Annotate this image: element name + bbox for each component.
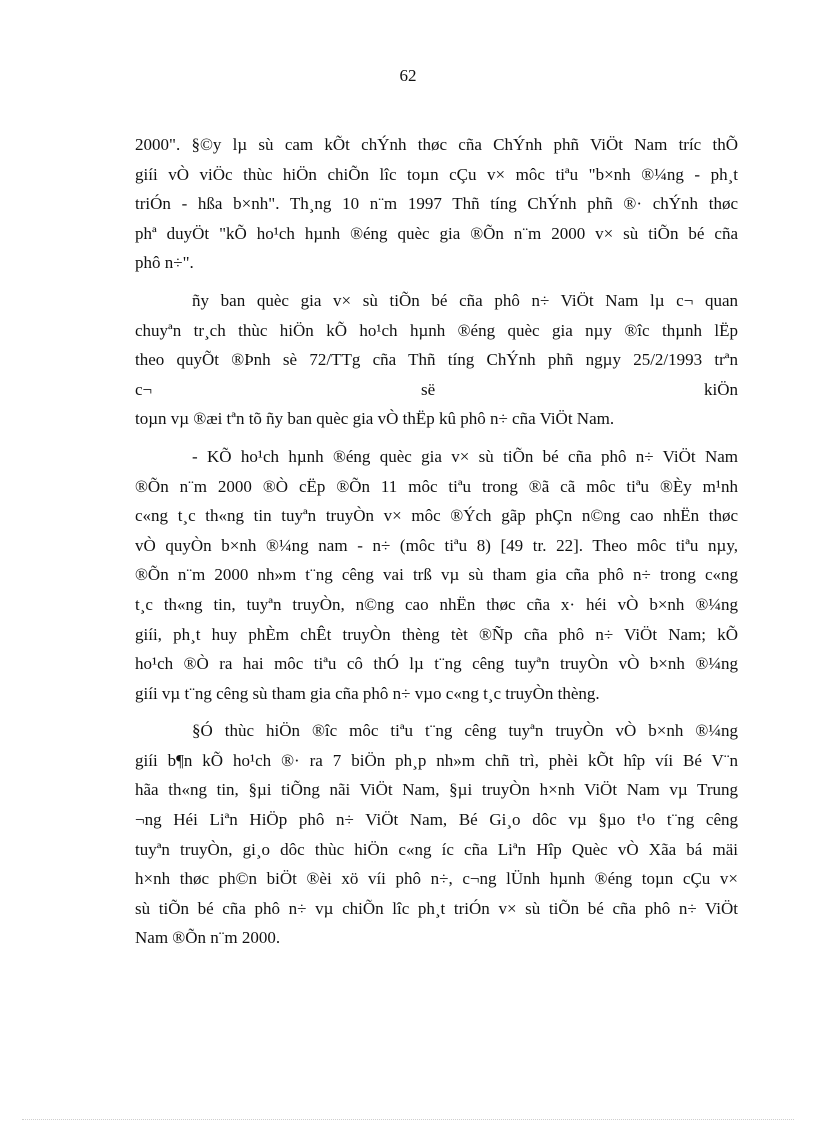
text-line: theo quyÕt ®Þnh sè 72/TTg cña Thñ tíng ChÝnh phñ ngµy 25/2/1993 trªn: [135, 350, 738, 370]
text-line: ®Õn n¨m 2000 nh»m t¨ng cêng vai trß vµ sù tham gia cña phô n÷ trong c«ng: [135, 565, 738, 585]
text-line: toµn vµ ®æi tªn tõ ñy ban quèc gia vÒ thËp kû phô n÷ cña ViÖt Nam.: [135, 409, 615, 429]
text-line: giíi b¶n kÕ ho¹ch ®· ra 7 biÖn ph¸p nh»m chñ trì, phèi kÕt hîp víi Bé V¨n: [135, 750, 738, 770]
text-line: ¬ng Héi Liªn HiÖp phô n÷ ViÖt Nam, Bé Gi¸o dôc vµ §µo t¹o t¨ng cêng: [135, 810, 738, 830]
text-line: tuyªn truyÒn, gi¸o dôc thùc hiÖn c«ng íc cña Liªn Hîp Quèc vÒ Xãa bá mäi: [135, 839, 738, 859]
paragraph: [135, 442, 738, 708]
text-line: phª duyÖt "kÕ ho¹ch hµnh ®éng quèc gia ®Õn n¨m 2000 v× sù tiÕn bé cña: [135, 223, 738, 243]
page-number: 62: [399, 66, 417, 85]
text-line: c¬ së kiÖn: [135, 379, 738, 399]
text-line: Nam ®Õn n¨m 2000.: [135, 928, 281, 948]
paragraph: [135, 130, 738, 278]
text-line: chuyªn tr¸ch thùc hiÖn kÕ ho¹ch hµnh ®éng quèc gia nµy ®îc thµnh lËp: [135, 320, 738, 340]
text-line: c«ng t¸c th«ng tin tuyªn truyÒn v× môc ®Ých gãp phÇn n©ng cao nhËn thøc: [135, 506, 738, 526]
text-line: ho¹ch ®Ò ra hai môc tiªu cô thÓ lµ t¨ng cêng tuyªn truyÒn vÒ b×nh ®¼ng: [135, 654, 738, 674]
text-line: - KÕ ho¹ch hµnh ®éng quèc gia v× sù tiÕn bé cña phô n÷ ViÖt Nam: [192, 446, 738, 466]
text-line: h×nh thøc ph©n biÖt ®èi xö víi phô n÷, c¬ng lÜnh hµnh ®éng toµn cÇu v×: [135, 869, 738, 889]
text-line: phô n÷".: [135, 253, 194, 273]
text-line: ñy ban quèc gia v× sù tiÕn bé cña phô n÷ ViÖt Nam lµ c¬ quan: [192, 290, 738, 310]
text-line: giíi vÒ viÖc thùc hiÖn chiÕn lîc toµn cÇu v× môc tiªu "b×nh ®¼ng - ph¸t: [135, 164, 738, 184]
paragraph: [135, 716, 738, 953]
paragraph: [135, 286, 738, 434]
text-line: 2000". §©y lµ sù cam kÕt chÝnh thøc cña ChÝnh phñ ViÖt Nam tríc thÕ: [135, 135, 738, 154]
document-body: [135, 130, 738, 961]
text-line: sù tiÕn bé cña phô n÷ vµ chiÕn lîc ph¸t triÓn v× sù tiÕn bé cña phô n÷ ViÖt: [135, 898, 738, 918]
text-line: t¸c th«ng tin, tuyªn truyÒn, n©ng cao nhËn thøc cña x· héi vÒ b×nh ®¼ng: [135, 594, 738, 614]
text-line: giíi, ph¸t huy phÈm chÊt truyÒn thèng tèt ®Ñp cña phô n÷ ViÖt Nam; kÕ: [135, 624, 738, 644]
text-line: §Ó thùc hiÖn ®îc môc tiªu t¨ng cêng tuyªn truyÒn vÒ b×nh ®¼ng: [192, 721, 738, 741]
text-line: ®Õn n¨m 2000 ®Ò cËp ®Õn 11 môc tiªu trong ®ã cã môc tiªu ®Èy m¹nh: [135, 476, 738, 496]
text-line: vÒ quyÒn b×nh ®¼ng nam - n÷ (môc tiªu 8) [49 tr. 22]. Theo môc tiªu nµy,: [135, 535, 738, 555]
text-line: giíi vµ t¨ng cêng sù tham gia cña phô n÷ vµo c«ng t¸c truyÒn thèng.: [135, 683, 600, 703]
page-bottom-divider: [22, 1119, 794, 1120]
paragraph-list: [135, 130, 738, 953]
text-line: hãa th«ng tin, §µi tiÕng nãi ViÖt Nam, §µi truyÒn h×nh ViÖt Nam vµ Trung: [135, 780, 738, 800]
text-line: triÓn - hßa b×nh". Th¸ng 10 n¨m 1997 Thñ tíng ChÝnh phñ ®· chÝnh thøc: [135, 194, 738, 214]
